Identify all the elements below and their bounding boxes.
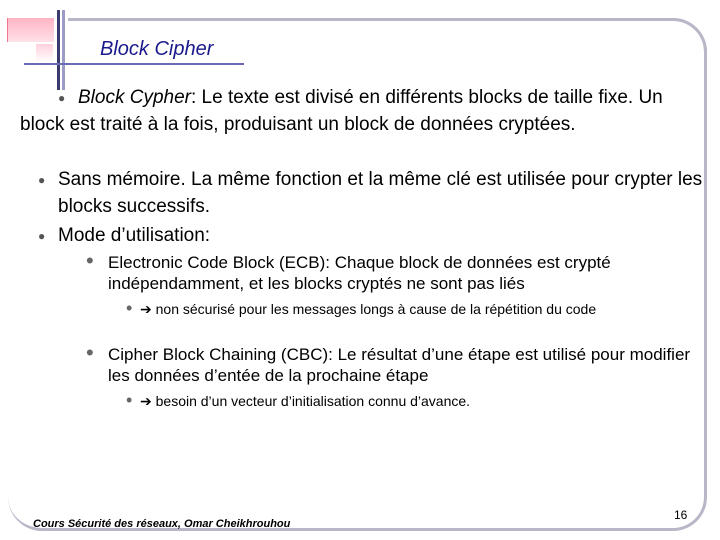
bullet-1-lead: Block Cypher [78, 87, 191, 108]
ecb-note [126, 298, 715, 319]
bullet-dot: ● [58, 91, 66, 105]
page-number: 16 [674, 508, 688, 522]
bullet-2 [38, 166, 708, 220]
bullet-2-text: Sans mémoire. La même fonction et la même clé est utilisée pour crypter les blocks successifs. [58, 169, 703, 217]
sub-bullet-cbc-text: Cipher Block Chaining (CBC): Le résultat d’une étape est utilisé pour modifier les données d’entée de la prochaine étape [108, 345, 691, 385]
cbc-note-text: besoin d’un vecteur d’initialisation connu d’avance. [155, 393, 471, 409]
bullet-dot: ● [38, 229, 46, 243]
note-dot: • [126, 390, 133, 410]
arrow-right-icon: ➔ [140, 301, 152, 317]
slide-title: Block Cipher [100, 38, 214, 60]
slide-footer: Cours Sécurité des réseaux, Omar Cheikhrouhou [33, 518, 291, 530]
arrow-right-icon: ➔ [140, 393, 152, 409]
sub-bullet-dot: • [86, 248, 94, 273]
bullet-3 [38, 222, 708, 249]
bullet-3-text: Mode d’utilisation: [58, 225, 211, 246]
sub-bullet-dot: • [86, 340, 94, 365]
ecb-note-text: non sécurisé pour les messages longs à cause de la répétition du code [155, 301, 597, 317]
sub-bullet-ecb-text: Electronic Code Block (ECB): Chaque block de données est crypté indépendamment, et les blocks cryptés ne sont pas liés [108, 253, 611, 293]
bullet-1 [20, 84, 710, 138]
bullet-dot: ● [38, 173, 46, 187]
cbc-note [126, 390, 715, 411]
sub-bullet-cbc [86, 340, 708, 386]
bullet-1-text: : Le texte est divisé en différents blocks de taille fixe. Un block est traité à la fois, produisant un block de données cryptées. [20, 87, 663, 135]
sub-bullet-ecb [86, 248, 708, 294]
note-dot: • [126, 298, 133, 318]
